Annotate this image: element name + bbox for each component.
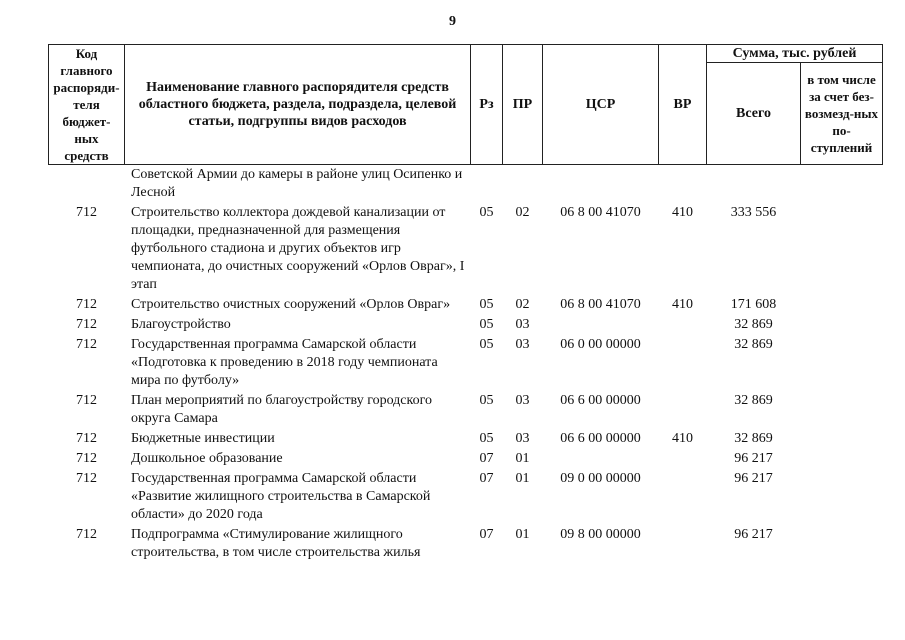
cell-rz: 07 <box>479 471 494 486</box>
column-header-total: Всего <box>707 63 801 165</box>
table-row <box>49 429 883 449</box>
cell-pr: 01 <box>515 471 530 486</box>
table-row <box>49 165 883 204</box>
cell-csr <box>543 449 659 469</box>
cell-total <box>707 165 801 204</box>
cell-csr: 09 8 00 00000 <box>560 527 641 542</box>
cell-rz: 05 <box>479 393 494 408</box>
cell-vr: 410 <box>672 205 693 220</box>
budget-table <box>48 44 883 563</box>
cell-free <box>801 295 883 315</box>
cell-free <box>801 203 883 295</box>
cell-csr <box>543 315 659 335</box>
cell-code: 712 <box>76 471 97 486</box>
cell-code: 712 <box>76 431 97 446</box>
cell-pr <box>503 165 543 204</box>
cell-csr: 06 6 00 00000 <box>560 431 641 446</box>
cell-vr <box>659 469 707 525</box>
column-header-rz: Рз <box>471 45 503 165</box>
cell-name: Бюджетные инвестиции <box>131 431 275 446</box>
cell-code: 712 <box>76 205 97 220</box>
cell-vr: 410 <box>672 431 693 446</box>
cell-rz: 05 <box>479 205 494 220</box>
cell-total: 96 217 <box>734 471 773 486</box>
cell-name: Благоустройство <box>131 317 231 332</box>
column-header-code: Код главного распоряди-теля бюджет-ных средств <box>49 45 125 165</box>
cell-pr: 02 <box>515 205 530 220</box>
cell-code: 712 <box>76 527 97 542</box>
cell-code: 712 <box>76 297 97 312</box>
column-header-csr: ЦСР <box>543 45 659 165</box>
page-number: 9 <box>449 14 456 29</box>
cell-rz: 05 <box>479 317 494 332</box>
cell-vr <box>659 315 707 335</box>
table-body <box>49 165 883 564</box>
cell-name: Государственная программа Самарской области «Подготовка к проведению в 2018 году чемпионата мира по футболу» <box>131 337 438 388</box>
cell-pr: 03 <box>515 393 530 408</box>
cell-rz: 07 <box>479 451 494 466</box>
cell-csr <box>543 165 659 204</box>
cell-vr <box>659 165 707 204</box>
cell-code: 712 <box>76 337 97 352</box>
cell-name: Строительство очистных сооружений «Орлов Овраг» <box>131 297 451 312</box>
cell-name: Советской Армии до камеры в районе улиц Осипенко и Лесной <box>131 167 463 200</box>
cell-name: План мероприятий по благоустройству городского округа Самара <box>131 393 432 426</box>
table-row <box>49 449 883 469</box>
table-row <box>49 295 883 315</box>
cell-free <box>801 391 883 429</box>
cell-rz: 05 <box>479 337 494 352</box>
cell-rz: 05 <box>479 297 494 312</box>
cell-csr: 06 6 00 00000 <box>560 393 641 408</box>
cell-total: 32 869 <box>734 317 773 332</box>
cell-csr: 06 8 00 41070 <box>560 205 641 220</box>
cell-free <box>801 469 883 525</box>
cell-free <box>801 335 883 391</box>
table-row <box>49 315 883 335</box>
cell-vr <box>659 525 707 563</box>
column-header-name: Наименование главного распорядителя средств областного бюджета, раздела, подраздела, целевой статьи, подгруппы видов расходов <box>125 45 471 165</box>
cell-pr: 03 <box>515 431 530 446</box>
cell-vr: 410 <box>672 297 693 312</box>
cell-csr: 09 0 00 00000 <box>560 471 641 486</box>
cell-pr: 03 <box>515 337 530 352</box>
cell-rz <box>471 165 503 204</box>
table-row <box>49 203 883 295</box>
column-header-pr: ПР <box>503 45 543 165</box>
column-header-vr: ВР <box>659 45 707 165</box>
cell-total: 96 217 <box>734 451 773 466</box>
column-header-sum-group: Сумма, тыс. рублей <box>707 45 883 63</box>
cell-total: 32 869 <box>734 393 773 408</box>
cell-pr: 01 <box>515 451 530 466</box>
cell-rz: 07 <box>479 527 494 542</box>
cell-csr: 06 8 00 41070 <box>560 297 641 312</box>
cell-total: 333 556 <box>730 205 777 220</box>
cell-total: 32 869 <box>734 431 773 446</box>
cell-free <box>801 525 883 563</box>
table-row <box>49 525 883 563</box>
cell-rz: 05 <box>479 431 494 446</box>
cell-csr: 06 0 00 00000 <box>560 337 641 352</box>
cell-pr: 03 <box>515 317 530 332</box>
cell-pr: 02 <box>515 297 530 312</box>
cell-total: 171 608 <box>730 297 777 312</box>
cell-name: Государственная программа Самарской области «Развитие жилищного строительства в Самарской области» до 2020 года <box>131 471 431 522</box>
cell-name: Подпрограмма «Стимулирование жилищного строительства, в том числе строительства жилья <box>131 527 421 560</box>
cell-total: 96 217 <box>734 527 773 542</box>
cell-free <box>801 429 883 449</box>
cell-code: 712 <box>76 317 97 332</box>
cell-code: 712 <box>76 393 97 408</box>
table-row <box>49 469 883 525</box>
table-row <box>49 335 883 391</box>
cell-vr <box>659 449 707 469</box>
cell-free <box>801 315 883 335</box>
cell-vr <box>659 335 707 391</box>
cell-total: 32 869 <box>734 337 773 352</box>
cell-code <box>49 165 125 204</box>
cell-code: 712 <box>76 451 97 466</box>
column-header-free: в том числе за счет без-возмезд-ных по-ступлений <box>801 63 883 165</box>
cell-vr <box>659 391 707 429</box>
cell-pr: 01 <box>515 527 530 542</box>
cell-free <box>801 165 883 204</box>
table-row <box>49 391 883 429</box>
cell-name: Дошкольное образование <box>131 451 283 466</box>
cell-name: Строительство коллектора дождевой канализации от площадки, предназначенной для размещения футбольного стадиона и других объектов игр чемпионата, до очистных сооружений «Орлов Овраг», I этап <box>131 205 465 292</box>
cell-free <box>801 449 883 469</box>
